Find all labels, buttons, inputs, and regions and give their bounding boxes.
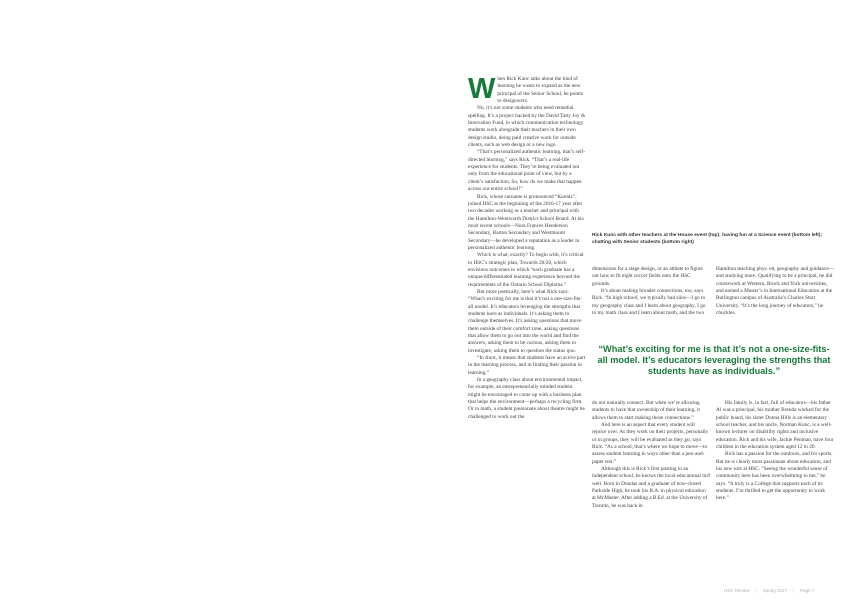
article-paragraph: Which is what, exactly? To begin with, it’s critical to HSC’s strategic plan, Towards 20/20, which envisions outcomes in which “each graduate has a unique/differentiated learning experience beyond the requirements of the Ontario School Diploma.” bbox=[468, 252, 584, 288]
feature-title-line-2: Challenge bbox=[30, 398, 250, 450]
article-paragraph: His family is, in fact, full of educators—his father Al was a principal, his mother Brenda worked for the public board, his sister Donna Hills is an elementary school teacher, and his uncle, Norman Kunc, is a well-known lecturer on disability rights and inclusive education. Rick and his wife, Jackie Penman, have four children in the education system aged 12 to 20. bbox=[716, 400, 834, 451]
article-paragraph: No, it’s not some students who need remedial spelling. It’s a project backed by the David Tatty Joy & Innovation Fund, in which communication technology students work alongside their teachers in their own design studio, doing paid creative work for outside clients, such as web design or a new logo. bbox=[468, 105, 586, 149]
article-paragraph: Although this is Rick’s first posting in an independent school, he knows the local educational turf well. Born in Dundas and a graduate of now-closed Parkside High, he took his B.A. in physical education at McMaster. After adding a B.Ed. at the University of Toronto, he was back in bbox=[592, 466, 710, 509]
article-column-2-top bbox=[592, 266, 710, 317]
footer-separator: | bbox=[792, 588, 795, 593]
article-column-3-top bbox=[716, 266, 834, 317]
page-footer bbox=[724, 588, 814, 593]
footer-publication: HSC Review bbox=[724, 588, 750, 593]
photo-caption: Rick Kunc with other teachers at the House event (top); having fun at a Science event (bottom left); chatting with Senior students (bottom right) bbox=[592, 233, 823, 245]
article-column-2-bottom bbox=[592, 400, 710, 510]
article-column-1 bbox=[468, 73, 586, 421]
article-deck: How Senior School Principal Rick Kunc wants to help students out of their comfort zone bbox=[68, 489, 230, 505]
article-paragraph: Rick, whose surname is pronounced “Koontz”, joined HSC at the beginning of the 2016-17 year after two decades working as a teacher and principal with the Hamilton-Wentworth District School Board. At his most recent schools—Nora Frances Henderson Secondary, Barton Secondary and Westmount Secondary—he developed a reputation as a leader in personalized authentic learning. bbox=[468, 193, 584, 251]
feature-title-line-1: It’s All About bbox=[30, 350, 309, 402]
footer-issue: Spring 2017 bbox=[762, 588, 787, 593]
article-paragraph: And here is an aspect that every student will rejoice over. As they work on their projects, personally or in groups, they will be evaluated as they go, says Rick. “As a school, that’s where we hope to move—to assess student learning in ways other than a pen-and-paper test.” bbox=[592, 422, 709, 465]
article-paragraph: In a geography class about environmental impact, for example, an entrepreneurially minded student might be encouraged to come up with a business plan that helps the environment—perhaps a recycling firm. Or in math, a student passionate about theatre might be challenged to work out the bbox=[468, 377, 585, 420]
footer-page-number: Page 7 bbox=[800, 588, 815, 593]
article-paragraph: Hamilton teaching phys. ed, geography and guidance—and studying more. Qualifying to be a principal, he did coursework at Western, Brock and York universities, and earned a Master’s in International Education at the Burlington campus of Australia’s Charles Sturt University. “It’s the long journey of educators,” he chuckles. bbox=[716, 266, 834, 317]
article-paragraph: But more poetically, here’s what Rick says: “What’s exciting for me is that it’s not a one-size-fits-all model. It’s educators leveraging the strengths that students have as individuals. It’s asking them to challenge themselves. It’s asking questions that move them outside of their comfort zone, asking questions that allow them to go out into the world and find the answers, asking them to be curious, asking them to investigate, asking them to question the status quo. bbox=[468, 288, 582, 354]
section-number: 2 bbox=[40, 40, 46, 50]
arrow-right-icon: ➜ bbox=[232, 496, 251, 521]
byline: by JENNIFER PARDINI bbox=[155, 526, 220, 532]
article-paragraph bbox=[468, 73, 586, 105]
drop-cap: W bbox=[468, 73, 496, 105]
feature-title bbox=[30, 352, 400, 448]
article-paragraph: It’s about making broader connections, too, says Rick. “In high school, we typically had silos—I go to my geography class and I learn about geography, I go to my math class and I learn about math, and the two bbox=[592, 288, 706, 317]
article-paragraph: “That’s personalized authentic learning, that’s self-directed learning,” says Rick. “That’s a real-life experience for students. They’re being evaluated not only from the educational point of view, but by a client’s satisfaction. So, how do we make that happen across our entire school?” bbox=[468, 149, 585, 193]
pull-quote: “What’s exciting for me is that it’s not a one-size-fits-all model. It’s educators leveraging the strengths that students have as individuals.” bbox=[597, 344, 831, 376]
article-paragraph-text: hen Rick Kunc talks about the kind of learning he wants to expand as the new principal of the Senior School, he points to designwerx. bbox=[497, 76, 583, 105]
article-paragraph: “In short, it means that students have an active part in the learning process, and in finding their passion in learning.” bbox=[468, 355, 586, 376]
article-paragraph: dimensions for a stage design, or an athlete to figure out how to fit eight soccer fields onto the HSC grounds. bbox=[592, 266, 703, 287]
section-label: College Life bbox=[40, 58, 86, 67]
article-column-3-bottom bbox=[716, 400, 834, 503]
article-paragraph: do not naturally connect. But when we’re allowing students to have that ownership of their learning, it allows them to start making those connections.” bbox=[592, 400, 700, 421]
article-paragraph: Rick has a passion for the outdoors, and for sports. But he is clearly most passionate about education, and his new role at HSC. “Seeing the wonderful sense of community here has been overwhelming to me,” he says. “It truly is a College that supports each of its students. I’m thrilled to get the opportunity to work here.” bbox=[716, 451, 833, 502]
footer-separator: | bbox=[755, 588, 757, 593]
